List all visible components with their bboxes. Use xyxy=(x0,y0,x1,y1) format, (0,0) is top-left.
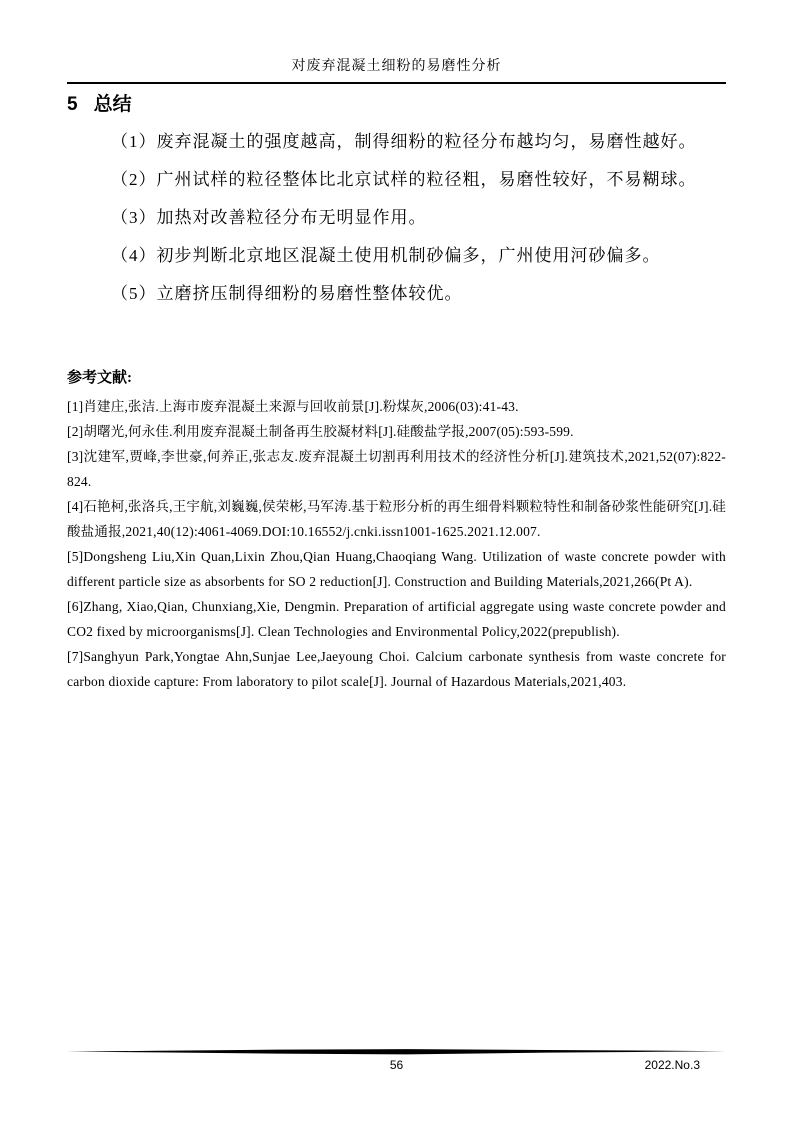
reference-item-2: [2]胡曙光,何永佳.利用废弃混凝土制备再生胶凝材料[J].硅酸盐学报,2007(05):593-599. xyxy=(67,424,574,439)
conclusion-item-4: （4）初步判断北京地区混凝土使用机制砂偏多，广州使用河砂偏多。 xyxy=(111,246,661,265)
section-title: 总结 xyxy=(93,94,132,115)
footer-text-row xyxy=(67,1058,726,1076)
page-footer xyxy=(67,1048,726,1076)
reference-item-6: [6]Zhang, Xiao,Qian, Chunxiang,Xie, Dengmin. Preparation of artificial aggregate using waste concrete powder and CO2 fixed by microorganisms[J]. Clean Technologies and Environmental Policy,2022(prepublish). xyxy=(67,599,726,639)
running-header xyxy=(67,0,726,84)
conclusion-list xyxy=(67,131,726,304)
conclusion-item-2: （2）广州试样的粒径整体比北京试样的粒径粗，易磨性较好，不易糊球。 xyxy=(111,170,697,189)
page-number: 56 xyxy=(389,1058,404,1072)
section-heading xyxy=(67,93,726,117)
reference-item-4: [4]石艳柯,张洛兵,王宇航,刘巍巍,侯荣彬,马军涛.基于粒形分析的再生细骨料颗粒特性和制备砂浆性能研究[J].硅酸盐通报,2021,40(12):4061-4069.DOI:10.16552/j.cnki.issn1001-1625.2021.12.007. xyxy=(67,499,727,539)
page-content xyxy=(67,0,726,694)
conclusion-item-3: （3）加热对改善粒径分布无明显作用。 xyxy=(111,208,427,227)
reference-item-3: [3]沈建军,贾峰,李世豪,何养正,张志友.废弃混凝土切割再利用技术的经济性分析[J].建筑技术,2021,52(07):822-824. xyxy=(67,449,726,489)
footer-decorative-rule xyxy=(67,1048,726,1056)
reference-item-7: [7]Sanghyun Park,Yongtae Ahn,Sunjae Lee,Jaeyoung Choi. Calcium carbonate synthesis from waste concrete for carbon dioxide capture: From laboratory to pilot scale[J]. Journal of Hazardous Materials,2021,403. xyxy=(67,649,726,689)
conclusion-item-1: （1）废弃混凝土的强度越高，制得细粉的粒径分布越均匀，易磨性越好。 xyxy=(111,132,697,151)
references-section xyxy=(67,367,726,694)
references-heading: 参考文献: xyxy=(67,370,132,386)
issue-label: 2022.No.3 xyxy=(644,1058,700,1072)
reference-item-5: [5]Dongsheng Liu,Xin Quan,Lixin Zhou,Qian Huang,Chaoqiang Wang. Utilization of waste concrete powder with different particle size as absorbents for SO 2 reduction[J]. Construction and Building Materials,2021,266(Pt A). xyxy=(67,549,726,589)
running-header-title: 对废弃混凝土细粉的易磨性分析 xyxy=(291,59,502,74)
conclusion-item-5: （5）立磨挤压制得细粉的易磨性整体较优。 xyxy=(111,284,463,303)
reference-item-1: [1]肖建庄,张洁.上海市废弃混凝土来源与回收前景[J].粉煤灰,2006(03):41-43. xyxy=(67,399,519,414)
section-number: 5 xyxy=(67,94,78,115)
